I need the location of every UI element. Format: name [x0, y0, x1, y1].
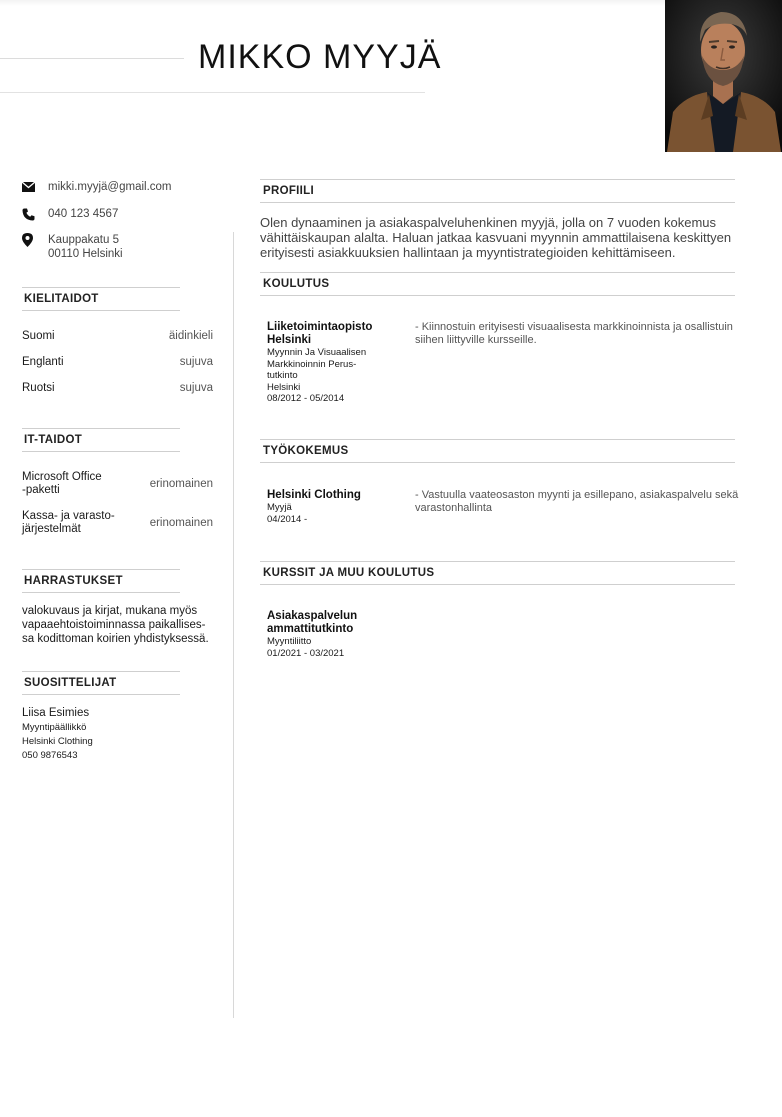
hobbies-line: vapaaehtoistoiminnassa paikallises- [22, 619, 206, 631]
language-level: sujuva [179, 382, 213, 394]
it-skill-name-line: Microsoft Office [22, 471, 102, 483]
education-heading: KOULUTUS [260, 272, 735, 296]
person-name: MIKKO MYYJÄ [198, 38, 442, 76]
it-skill-name-line: -paketti [22, 484, 60, 496]
reference-name: Liisa Esimies [22, 707, 90, 719]
location-pin-icon [22, 233, 48, 247]
education-desc-line: siihen liittyville kursseille. [415, 334, 537, 346]
contact-phone[interactable] [22, 207, 118, 221]
education-city: Helsinki [267, 381, 301, 393]
language-name: Ruotsi [22, 382, 55, 394]
experience-details [267, 502, 387, 525]
course-dates: 01/2021 - 03/2021 [267, 647, 345, 659]
experience-dates: 04/2014 - [267, 513, 308, 525]
it-skills-heading: IT-TAIDOT [22, 428, 180, 452]
it-skill-item [22, 510, 213, 536]
address-line-2: 00110 Helsinki [48, 248, 123, 260]
reference-phone: 050 9876543 [22, 750, 78, 761]
top-shade [0, 0, 665, 6]
course-title [267, 610, 387, 636]
language-item [22, 382, 213, 394]
education-description [415, 321, 765, 347]
column-divider [233, 232, 234, 1018]
references-heading: SUOSITTELIJAT [22, 671, 180, 695]
hobbies-heading: HARRASTUKSET [22, 569, 180, 593]
profile-line: vähittäiskaupan alalta. Haluan jatkaa kasvuani myynnin ammattilaisena keskittyen [260, 230, 732, 245]
education-details [267, 347, 387, 405]
address-line-1: Kauppakatu 5 [48, 234, 119, 246]
phone-icon [22, 207, 48, 221]
education-dates: 08/2012 - 05/2014 [267, 393, 345, 404]
experience-company: Helsinki Clothing [267, 489, 361, 501]
it-skill-name-line: Kassa- ja varasto- [22, 510, 115, 522]
language-level: sujuva [179, 356, 213, 368]
email-text: mikki.myyjä@gmail.com [48, 181, 172, 193]
profile-photo [665, 0, 782, 152]
reference-company: Helsinki Clothing [22, 736, 93, 747]
contact-email[interactable] [22, 180, 172, 194]
header-divider-top [0, 58, 184, 59]
course-title-line: ammattitutkinto [267, 623, 354, 635]
contact-address [22, 233, 123, 261]
reference-title: Myyntipäällikkö [22, 722, 87, 733]
hobbies-text [22, 604, 222, 646]
experience-role: Myyjä [267, 502, 292, 513]
portrait-illustration [665, 0, 782, 152]
experience-description [415, 489, 765, 515]
school-line: Liiketoimintaopisto [267, 321, 373, 333]
phone-text: 040 123 4567 [48, 208, 119, 220]
reference-details [22, 721, 93, 763]
education-desc-line: - Kiinnostuin erityisesti visuaalisesta markkinoinnista ja osallistuin [415, 321, 733, 333]
language-item [22, 356, 213, 368]
envelope-icon [22, 180, 48, 194]
experience-heading: TYÖKOKEMUS [260, 439, 735, 463]
degree-line: Myynnin Ja Visuaalisen [267, 347, 367, 358]
it-skill-level: erinomainen [149, 517, 213, 529]
course-details [267, 636, 387, 659]
language-level: äidinkieli [168, 330, 213, 342]
it-skill-name-line: järjestelmät [22, 523, 81, 535]
education-school [267, 321, 387, 347]
hobbies-line: valokuvaus ja kirjat, mukana myös [22, 605, 198, 617]
languages-heading: KIELITAIDOT [22, 287, 180, 311]
profile-line: erityisesti asiakkuuksien hallintaan ja myyntistrategioiden kehittämiseen. [260, 245, 676, 260]
it-skill-item [22, 471, 213, 497]
header-divider-bottom [0, 92, 425, 93]
language-name: Suomi [22, 330, 55, 342]
experience-desc-line: varastonhallinta [415, 502, 493, 514]
courses-heading: KURSSIT JA MUU KOULUTUS [260, 561, 735, 585]
profile-heading: PROFIILI [260, 179, 735, 203]
it-skill-level: erinomainen [149, 478, 213, 490]
language-name: Englanti [22, 356, 64, 368]
course-org: Myyntiliitto [267, 636, 312, 647]
language-item [22, 330, 213, 342]
profile-text [260, 215, 765, 260]
course-title-line: Asiakaspalvelun [267, 610, 358, 622]
experience-desc-line: - Vastuulla vaateosaston myynti ja esillepano, asiakaspalvelu sekä [415, 489, 739, 501]
degree-line: tutkinto [267, 370, 298, 381]
school-line: Helsinki [267, 334, 312, 346]
profile-line: Olen dynaaminen ja asiakaspalveluhenkinen myyjä, jolla on 7 vuoden kokemus [260, 215, 716, 230]
degree-line: Markkinoinnin Perus- [267, 358, 357, 370]
hobbies-line: sa kodittoman koirien yhdistyksessä. [22, 633, 209, 645]
